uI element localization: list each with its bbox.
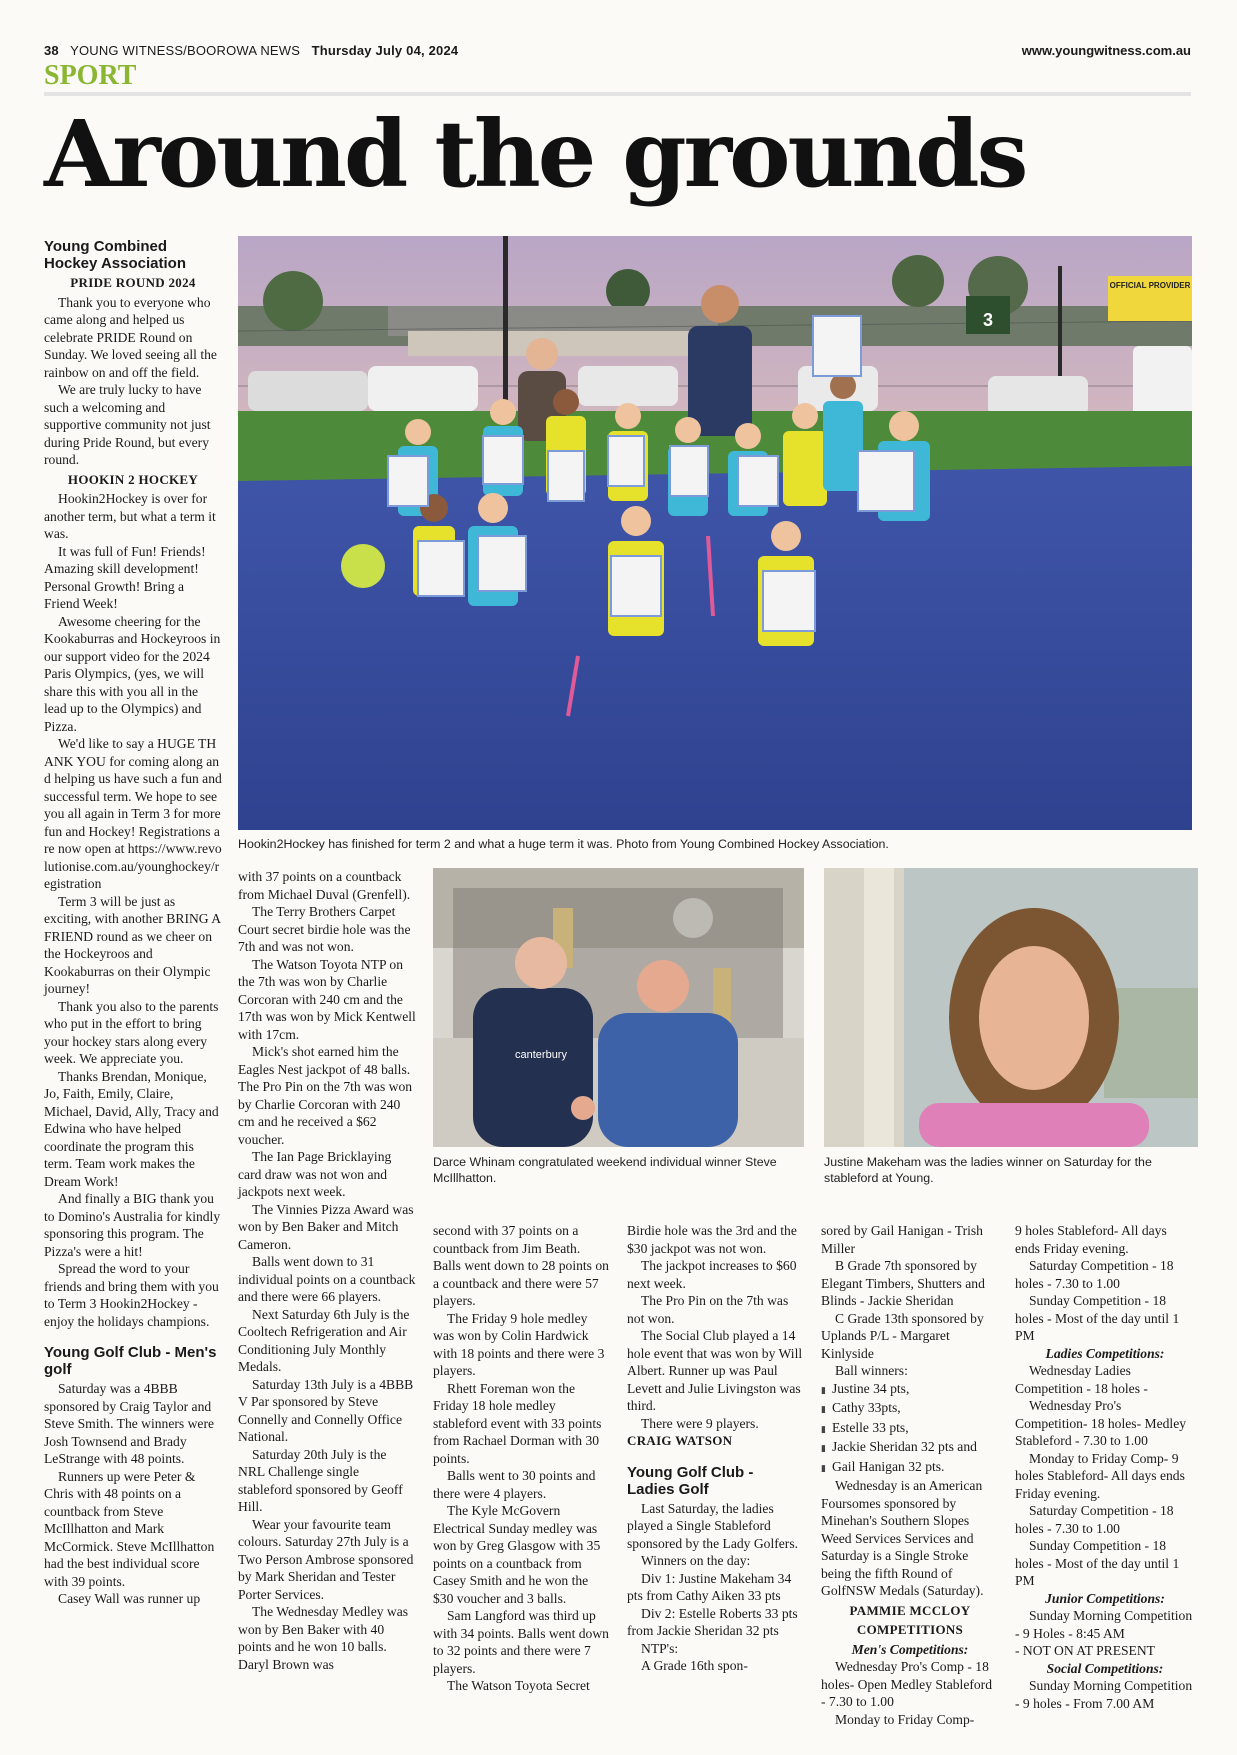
canterbury-logo-text: canterbury — [515, 1049, 567, 1061]
paragraph: - NOT ON AT PRESENT — [1015, 1643, 1155, 1658]
article-column-4 — [627, 1222, 805, 1675]
subhead-ladies-competitions: Ladies Competitions: — [1045, 1345, 1165, 1361]
paragraph: Div 1: Justine Makeham 34 pts from Cathy Aiken 33 pts — [627, 1570, 792, 1603]
issue-date: Thursday July 04, 2024 — [311, 43, 459, 58]
paragraph: Mick's shot earned him the Eagles Nest jackpot of 48 balls. The Pro Pin on the 7th was won by Charlie Corcoran with 240 cm and he received a $62 voucher. — [238, 1044, 413, 1147]
paragraph: It was full of Fun! Friends! Amazing skill development! Personal Growth! Bring a Friend Week! — [44, 543, 206, 611]
header-divider — [44, 92, 1191, 96]
page-number: 38 — [44, 43, 59, 58]
paragraph: NTP's: — [641, 1640, 679, 1656]
paragraph: Ball winners: — [835, 1363, 908, 1378]
paragraph: Saturday 20th July is the NRL Challenge single stableford sponsored by Geoff Hill. — [238, 1446, 403, 1514]
paragraph: And finally a BIG thank you to Domino's Australia for kindly sponsoring this program. The Pizza's were a hit! — [44, 1191, 221, 1259]
list-item: ▮ Justine 34 pts, — [821, 1380, 999, 1400]
paragraph: Winners on the day: — [641, 1553, 751, 1568]
paragraph: The Watson Toyota Secret — [447, 1678, 590, 1693]
paragraph: We are truly lucky to have such a welcoming and supportive community not just during Pride Round, but every round. — [44, 382, 211, 467]
field-number-sign: 3 — [982, 310, 994, 330]
subhead-pride-round: PRIDE ROUND 2024 — [70, 275, 196, 290]
paragraph: Wednesday Pro's Comp - 18 holes- Open Medley Stableford - 7.30 to 1.00 — [821, 1659, 993, 1709]
paragraph: 9 holes Stableford- All days ends Friday evening. — [1015, 1223, 1167, 1256]
subhead-mens-competitions: Men's Competitions: — [851, 1641, 969, 1657]
paragraph: Monday to Friday Comp- 9 holes Stableford- All days ends Friday evening. — [1015, 1450, 1185, 1501]
golf-ladies-caption: Justine Makeham was the ladies winner on Saturday for the stableford at Young. — [824, 1155, 1152, 1185]
golf-winner-photo — [433, 868, 804, 1147]
subhead-social-competitions: Social Competitions: — [1046, 1660, 1164, 1676]
subhead-hookin2hockey: HOOKIN 2 HOCKEY — [67, 471, 199, 487]
paragraph: The Vinnies Pizza Award was won by Ben Baker and Mitch Cameron. — [238, 1201, 414, 1252]
article-column-3 — [433, 1222, 611, 1695]
paragraph: Thank you to everyone who came along and helped us celebrate PRIDE Round on Sunday. We loved seeing all the rainbow on and off the field. — [44, 294, 217, 380]
paragraph: with 37 points on a countback from Michael Duval (Grenfell). — [238, 869, 411, 902]
ladies-golf-article-title: Young Golf Club - Ladies Golf — [627, 1463, 754, 1498]
paragraph: Sunday Competition - 18 holes - Most of the day until 1 PM — [1015, 1538, 1180, 1588]
list-item: ▮ Jackie Sheridan 32 pts and — [821, 1438, 999, 1458]
paragraph: The Wednesday Medley was won by Ben Baker with 40 points and he won 10 balls. Daryl Brown was — [238, 1604, 409, 1672]
paragraph: Div 2: Estelle Roberts 33 pts from Jackie Sheridan 32 pts — [627, 1605, 798, 1638]
paragraph: sored by Gail Hanigan - Trish Miller — [821, 1223, 983, 1256]
hockey-photo-caption: Hookin2Hockey has finished for term 2 and what a huge term it was. Photo from Young Combined Hockey Association. — [238, 837, 889, 851]
paragraph: The Pro Pin on the 7th was not won. — [627, 1293, 789, 1326]
paragraph: A Grade 16th spon- — [641, 1658, 748, 1673]
list-item: ▮ Gail Hanigan 32 pts. — [821, 1458, 999, 1478]
paragraph: B Grade 7th sponsored by Elegant Timbers, Shutters and Blinds - Jackie Sheridan — [821, 1258, 985, 1308]
paragraph: Wednesday Pro's Competition- 18 holes- Medley Stableford - 7.30 to 1.00 — [1015, 1398, 1187, 1448]
mens-golf-article-title: Young Golf Club - Men's golf — [44, 1344, 217, 1378]
paragraph: Next Saturday 6th July is the Cooltech Refrigeration and Air Conditioning July Monthly Medals. — [238, 1306, 410, 1374]
paragraph: second with 37 points on a countback from Jim Beath. Balls went down to 28 points on a countback and there were 57 players. — [433, 1223, 609, 1308]
paragraph: Spread the word to your friends and bring them with you to Term 3 Hookin2Hockey - enjoy the holidays champions. — [44, 1261, 219, 1329]
article-column-2 — [238, 868, 416, 1673]
paragraph: Saturday 13th July is a 4BBB V Par sponsored by Steve Connelly and Connelly Office National. — [238, 1376, 414, 1444]
paragraph: Term 3 will be just as exciting, with another BRING A FRIEND round as we cheer on the Hockeyroos and Kookaburras on their Olympic journey! — [44, 893, 221, 996]
article-column-6 — [1015, 1222, 1195, 1712]
byline: CRAIG WATSON — [627, 1433, 733, 1448]
paragraph: Wednesday Ladies Competition - 18 holes - — [1015, 1363, 1148, 1396]
paragraph: Balls went down to 31 individual points on a countback and there were 66 players. — [238, 1254, 416, 1304]
hockey-team-photo — [238, 236, 1192, 830]
website-link[interactable]: www.youngwitness.com.au — [1021, 43, 1191, 58]
publication-name: YOUNG WITNESS/BOOROWA NEWS — [70, 43, 301, 58]
subhead-competitions: COMPETITIONS — [856, 1622, 964, 1637]
headline: Around the grounds — [44, 100, 1026, 208]
paragraph: Balls went to 30 points and there were 4 players. — [433, 1468, 596, 1501]
paragraph: Birdie hole was the 3rd and the $30 jackpot was not won. — [627, 1223, 797, 1256]
paragraph: Rhett Foreman won the Friday 18 hole medley stableford event with 33 points from Rachael Dorman with 30 points. — [433, 1380, 602, 1466]
paragraph: The Social Club played a 14 hole event that was won by Will Albert. Runner up was Paul Levett and Julie Livingston was third. — [627, 1328, 803, 1413]
paragraph: The Watson Toyota NTP on the 7th was won by Charlie Corcoran with 240 cm and the 17th was won by Mick Kentwell with 17cm. — [238, 956, 416, 1042]
paragraph: The jackpot increases to $60 next week. — [627, 1258, 797, 1291]
section-label: SPORT — [44, 60, 137, 91]
paragraph: Thank you also to the parents who put in the effort to bring your hockey stars along every week. We appreciate you. — [44, 998, 219, 1066]
article-column-1 — [44, 236, 222, 1608]
subhead-junior-competitions: Junior Competitions: — [1045, 1590, 1165, 1606]
paragraph: Wear your favourite team colours. Saturday 27th July is a Two Person Ambrose sponsored by Mark Sheridan and Tester Porter Services. — [238, 1516, 414, 1602]
paragraph: Hookin2Hockey is over for another term, but what a term it was. — [44, 491, 216, 541]
paragraph: There were 9 players. — [641, 1415, 759, 1431]
golf-men-caption: Darce Whinam congratulated weekend individual winner Steve McIllhatton. — [433, 1155, 777, 1185]
paragraph: Saturday Competition - 18 holes - 7.30 to 1.00 — [1015, 1503, 1174, 1536]
paragraph: The Ian Page Bricklaying card draw was not won and jackpots next week. — [238, 1149, 392, 1199]
paragraph: Sunday Morning Competition - 9 holes - From 7.00 AM — [1015, 1678, 1193, 1711]
paragraph: The Kyle McGovern Electrical Sunday medley was won by Greg Glasgow with 35 points on a countback from Casey Smith and he won the $30 voucher and 3 balls. — [433, 1503, 601, 1606]
list-item: ▮ Estelle 33 pts, — [821, 1419, 999, 1439]
paragraph: Runners up were Peter & Chris with 48 points on a countback from Steve McIllhatton and Mark McCormick. Steve McIllhatton had the best individual score with 39 points. — [44, 1468, 215, 1589]
page-header — [44, 43, 458, 58]
article-column-5 — [821, 1222, 999, 1728]
paragraph: Thanks Brendan, Monique, Jo, Faith, Emily, Claire, Michael, David, Ally, Tracy and Edwina who have helped coordinate the program this term. Team work makes the Dream Work! — [44, 1068, 219, 1189]
paragraph: Last Saturday, the ladies played a Single Stableford sponsored by the Lady Golfers. — [627, 1500, 799, 1551]
paragraph: Saturday was a 4BBB sponsored by Craig Taylor and Steve Smith. The winners were Josh Townsend and Brady LeStrange with 48 points. — [44, 1381, 215, 1466]
byline: PAMMIE MCCLOY — [849, 1602, 971, 1618]
paragraph: Sunday Competition - 18 holes - Most of the day until 1 PM — [1015, 1293, 1180, 1343]
paragraph: The Terry Brothers Carpet Court secret birdie hole was the 7th and was not won. — [238, 904, 411, 954]
paragraph: Sunday Morning Competition - 9 Holes - 8:45 AM — [1015, 1608, 1193, 1641]
paragraph: C Grade 13th sponsored by Uplands P/L - Margaret Kinlyside — [821, 1310, 984, 1361]
paragraph: Wednesday is an American Foursomes sponsored by Minehan's Southern Slopes Weed Services Services and Saturday is a Single Stroke being the fifth Round of GolfNSW Medals (Saturday). — [821, 1478, 984, 1598]
paragraph: The Friday 9 hole medley was won by Colin Hardwick with 18 points and there were 3 players. — [433, 1310, 605, 1378]
sponsor-banner: OFFICIAL PROVIDER — [1109, 281, 1191, 290]
paragraph: Casey Wall was runner up — [58, 1591, 201, 1606]
paragraph: Sam Langford was third up with 34 points. Balls went down to 32 points and there were 7 players. — [433, 1608, 609, 1676]
list-item: ▮ Cathy 33pts, — [821, 1399, 999, 1419]
paragraph: Monday to Friday Comp- — [835, 1711, 975, 1727]
paragraph: Saturday Competition - 18 holes - 7.30 to 1.00 — [1015, 1258, 1174, 1291]
hockey-article-title: Young Combined Hockey Association — [44, 238, 186, 272]
golf-ladies-winner-photo — [824, 868, 1198, 1147]
paragraph: We'd like to say a HUGE THANK YOU for coming along and helping us have such a fun and successful term. We hope to see you all again in Term 3 for more fun and Hockey! Registrations are now open at https://www.revolutionise.com.au/younghockey/registration — [44, 736, 222, 891]
paragraph: Awesome cheering for the Kookaburras and Hockeyroos in our support video for the 2024 Paris Olympics, (yes, we will share this with you all in the lead up to the Olympics) and Pizza. — [44, 613, 221, 734]
